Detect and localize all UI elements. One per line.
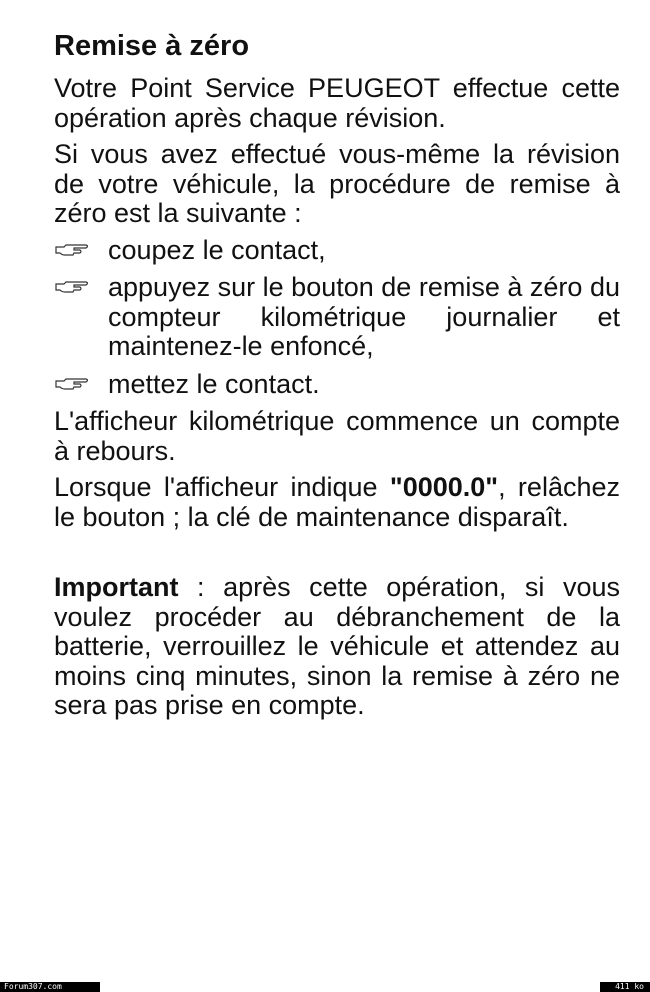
important-text: : après cette opération, si vous voulez procéder au débranchement de la batterie, verrouillez le véhicule et attendez au moins cinq minutes, sinon la remise à zéro ne sera pas prise en compte. [54,572,620,720]
release-text-before: Lorsque l'afficheur indique [54,472,390,502]
step-text: mettez le contact. [108,368,320,399]
release-text-after: , relâchez le bouton ; la clé de maintenance disparaît. [54,472,620,532]
pointing-hand-icon [54,376,90,392]
step-text: appuyez sur le bouton de remise à zéro du compteur kilométrique journalier et maintenez-le enfoncé, [108,272,620,361]
pointing-hand-icon [54,242,90,258]
section-spacer [54,539,620,573]
display-value: "0000.0" [389,472,499,502]
release-paragraph [54,473,620,532]
footer-size-label: 411 ko [600,982,650,992]
pointing-hand-icon [54,279,90,295]
section-title: Remise à zéro [54,30,250,62]
document-page [54,28,620,728]
step-text: coupez le contact, [108,234,326,265]
important-label: Important [54,572,179,602]
step-item [54,370,620,400]
intro-paragraph: Votre Point Service PEUGEOT effectue cette opération après chaque révision. [54,73,620,133]
countdown-paragraph: L'afficheur kilométrique commence un compte à rebours. [54,406,620,466]
step-item [54,273,620,362]
procedure-steps [54,236,620,400]
procedure-intro-paragraph: Si vous avez effectué vous-même la révision de votre véhicule, la procédure de remise à zéro est la suivante : [54,139,620,228]
footer-source-label: Forum307.com [0,982,100,992]
important-note [54,573,620,721]
step-item [54,236,620,266]
